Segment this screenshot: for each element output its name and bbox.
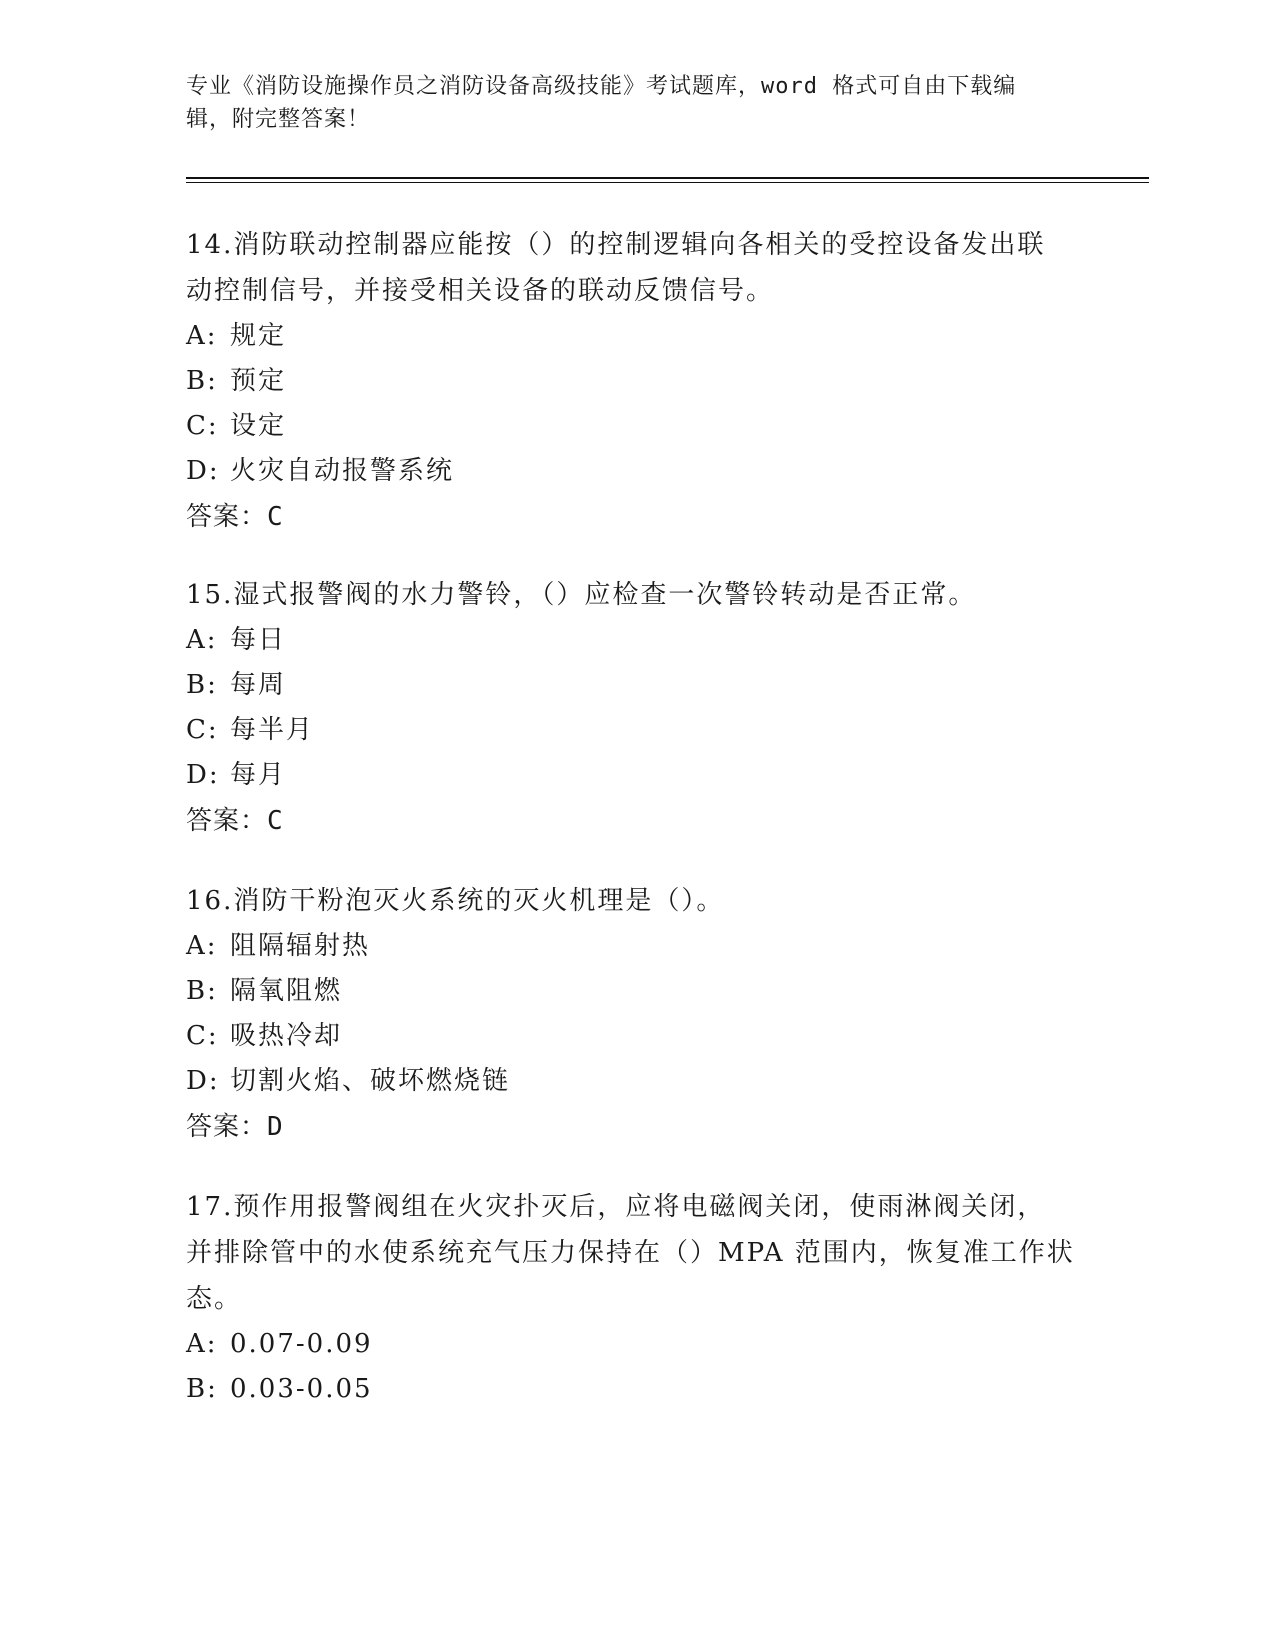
option-b bbox=[186, 663, 1086, 708]
header-divider-thin bbox=[186, 182, 1149, 183]
header-line-2: 辑，附完整答案！ bbox=[186, 107, 371, 132]
stem-line: 并排除管中的水使系统充气压力保持在（）MPA 范围内，恢复准工作状 bbox=[186, 1238, 1075, 1268]
option-text: 0.07-0.09 bbox=[230, 1329, 373, 1359]
question-17 bbox=[186, 1184, 1086, 1412]
answer-label: 答案： bbox=[186, 806, 268, 836]
answer-value: C bbox=[267, 502, 284, 532]
header-divider-thick bbox=[186, 177, 1149, 179]
option-c bbox=[186, 404, 1086, 449]
question-16 bbox=[186, 878, 1086, 1150]
option-c bbox=[186, 708, 1086, 753]
option-text: 阻隔辐射热 bbox=[230, 931, 371, 961]
option-text: 每月 bbox=[230, 760, 287, 790]
option-key: B: bbox=[186, 366, 218, 396]
answer-line bbox=[186, 798, 1086, 844]
option-key: A: bbox=[186, 321, 218, 351]
option-key: D: bbox=[186, 456, 220, 486]
option-key: C: bbox=[186, 715, 219, 745]
option-text: 切割火焰、破坏燃烧链 bbox=[230, 1066, 511, 1096]
option-d bbox=[186, 753, 1086, 798]
stem-line: 17.预作用报警阀组在火灾扑灭后，应将电磁阀关闭，使雨淋阀关闭， bbox=[186, 1192, 1046, 1222]
answer-line bbox=[186, 1104, 1086, 1150]
question-15 bbox=[186, 572, 1086, 844]
option-a bbox=[186, 924, 1086, 969]
option-key: A: bbox=[186, 1329, 218, 1359]
option-key: A: bbox=[186, 931, 218, 961]
option-key: B: bbox=[186, 670, 218, 700]
option-a bbox=[186, 314, 1086, 359]
option-text: 设定 bbox=[230, 411, 287, 441]
option-text: 每半月 bbox=[230, 715, 315, 745]
option-c bbox=[186, 1014, 1086, 1059]
question-14 bbox=[186, 222, 1086, 540]
option-b bbox=[186, 359, 1086, 404]
stem-line: 14.消防联动控制器应能按（）的控制逻辑向各相关的受控设备发出联 bbox=[186, 230, 1046, 260]
option-text: 每日 bbox=[230, 625, 287, 655]
option-text: 吸热冷却 bbox=[230, 1021, 343, 1051]
option-key: B: bbox=[186, 976, 218, 1006]
option-key: A: bbox=[186, 625, 218, 655]
option-d bbox=[186, 1059, 1086, 1104]
stem-line: 动控制信号，并接受相关设备的联动反馈信号。 bbox=[186, 276, 775, 306]
stem-line: 态。 bbox=[186, 1284, 243, 1314]
header-line-1: 专业《消防设施操作员之消防设备高级技能》考试题库，word 格式可自由下载编 bbox=[186, 74, 1017, 99]
question-stem bbox=[186, 1184, 1086, 1322]
option-key: B: bbox=[186, 1374, 218, 1404]
option-b bbox=[186, 1367, 1086, 1412]
question-stem bbox=[186, 878, 1086, 924]
option-text: 规定 bbox=[230, 321, 287, 351]
option-key: D: bbox=[186, 760, 220, 790]
option-text: 0.03-0.05 bbox=[230, 1374, 373, 1404]
answer-value: C bbox=[267, 806, 284, 836]
option-a bbox=[186, 618, 1086, 663]
answer-label: 答案： bbox=[186, 502, 268, 532]
option-key: D: bbox=[186, 1066, 220, 1096]
stem-line: 16.消防干粉泡灭火系统的灭火机理是（）。 bbox=[186, 886, 725, 916]
question-stem bbox=[186, 222, 1086, 314]
answer-value: D bbox=[267, 1112, 284, 1142]
option-text: 火灾自动报警系统 bbox=[230, 456, 455, 486]
option-d bbox=[186, 449, 1086, 494]
option-a bbox=[186, 1322, 1086, 1367]
document-header bbox=[186, 70, 1066, 136]
question-stem bbox=[186, 572, 1086, 618]
stem-line: 15.湿式报警阀的水力警铃，（）应检查一次警铃转动是否正常。 bbox=[186, 580, 977, 610]
option-text: 隔氧阻燃 bbox=[230, 976, 343, 1006]
option-key: C: bbox=[186, 411, 219, 441]
option-b bbox=[186, 969, 1086, 1014]
option-text: 预定 bbox=[230, 366, 287, 396]
answer-line bbox=[186, 494, 1086, 540]
option-key: C: bbox=[186, 1021, 219, 1051]
option-text: 每周 bbox=[230, 670, 287, 700]
answer-label: 答案： bbox=[186, 1112, 268, 1142]
